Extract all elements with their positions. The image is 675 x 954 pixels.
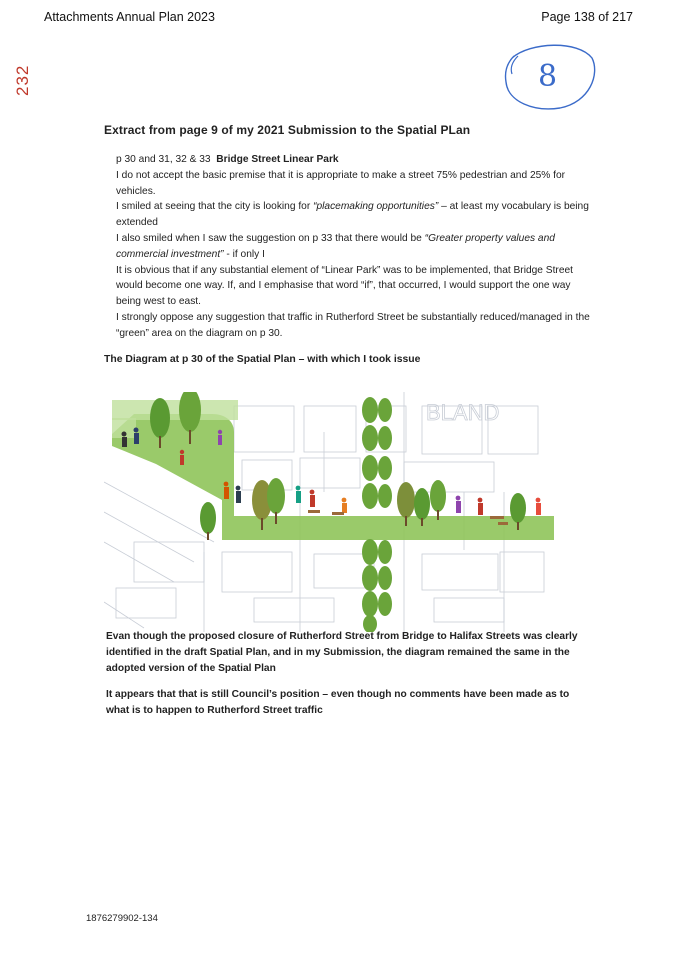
- paragraph-text: I also smiled when I saw the suggestion on p 33 that there would be: [116, 232, 422, 244]
- paragraph-council-position: It appears that that is still Council’s position – even though no comments have been made as to what is to happen to Rutherford Street traffic: [106, 689, 570, 716]
- footer-document-id: 1876279902-134: [86, 913, 158, 924]
- page-title: Extract from page 9 of my 2021 Submission to the Spatial PLan: [104, 123, 471, 137]
- diagram-heading: The Diagram at p 30 of the Spatial Plan – with which I took issue: [104, 354, 421, 365]
- quoted-phrase: “Greater property values and commercial investment”: [116, 232, 555, 260]
- handwritten-circle-mark: [500, 38, 600, 114]
- linear-park-diagram: [104, 392, 554, 632]
- handwritten-number: 8: [538, 59, 558, 94]
- paragraph-oppose: I strongly oppose any suggestion that traffic in Rutherford Street be substantially reduced/managed in the “green” area on the diagram on p 30.: [116, 311, 590, 339]
- park-green-top: [112, 400, 238, 420]
- header-page-number: Page 138 of 217: [541, 10, 633, 24]
- page-reference: p 30 and 31, 32 & 33: [116, 154, 211, 165]
- intro-heading: Bridge Street Linear Park: [216, 154, 339, 165]
- header-document-title: Attachments Annual Plan 2023: [44, 10, 215, 24]
- paragraph-text: – at least my vocabulary is being extended: [116, 201, 589, 229]
- submission-extract: [116, 152, 596, 342]
- building-signage: BLAND: [426, 400, 500, 425]
- quoted-phrase: “placemaking opportunities”: [313, 201, 439, 213]
- paragraph-closure: Evan though the proposed closure of Rutherford Street from Bridge to Halifax Streets was clearly identified in the draft Spatial Plan, and in my Submission, the diagram remained the same in the adopted version of the Spatial Plan: [106, 631, 578, 674]
- side-page-number: 232: [13, 64, 32, 96]
- paragraph-text: I smiled at seeing that the city is looking for: [116, 201, 311, 213]
- paragraph-placemaking: [116, 199, 596, 231]
- paragraph-text: - if only I: [226, 248, 265, 260]
- paragraph-property-values: [116, 231, 596, 263]
- intro-line: [116, 152, 596, 168]
- paragraph-one-way: It is obvious that if any substantial element of “Linear Park” was to be implemented, that Bridge Street would become one way. If, and I emphasise that word “if”, that occurred, I would support the one way being west to east.: [116, 264, 573, 308]
- paragraph-premise: I do not accept the basic premise that it is appropriate to make a street 75% pedestrian and 25% for vehicles.: [116, 169, 566, 197]
